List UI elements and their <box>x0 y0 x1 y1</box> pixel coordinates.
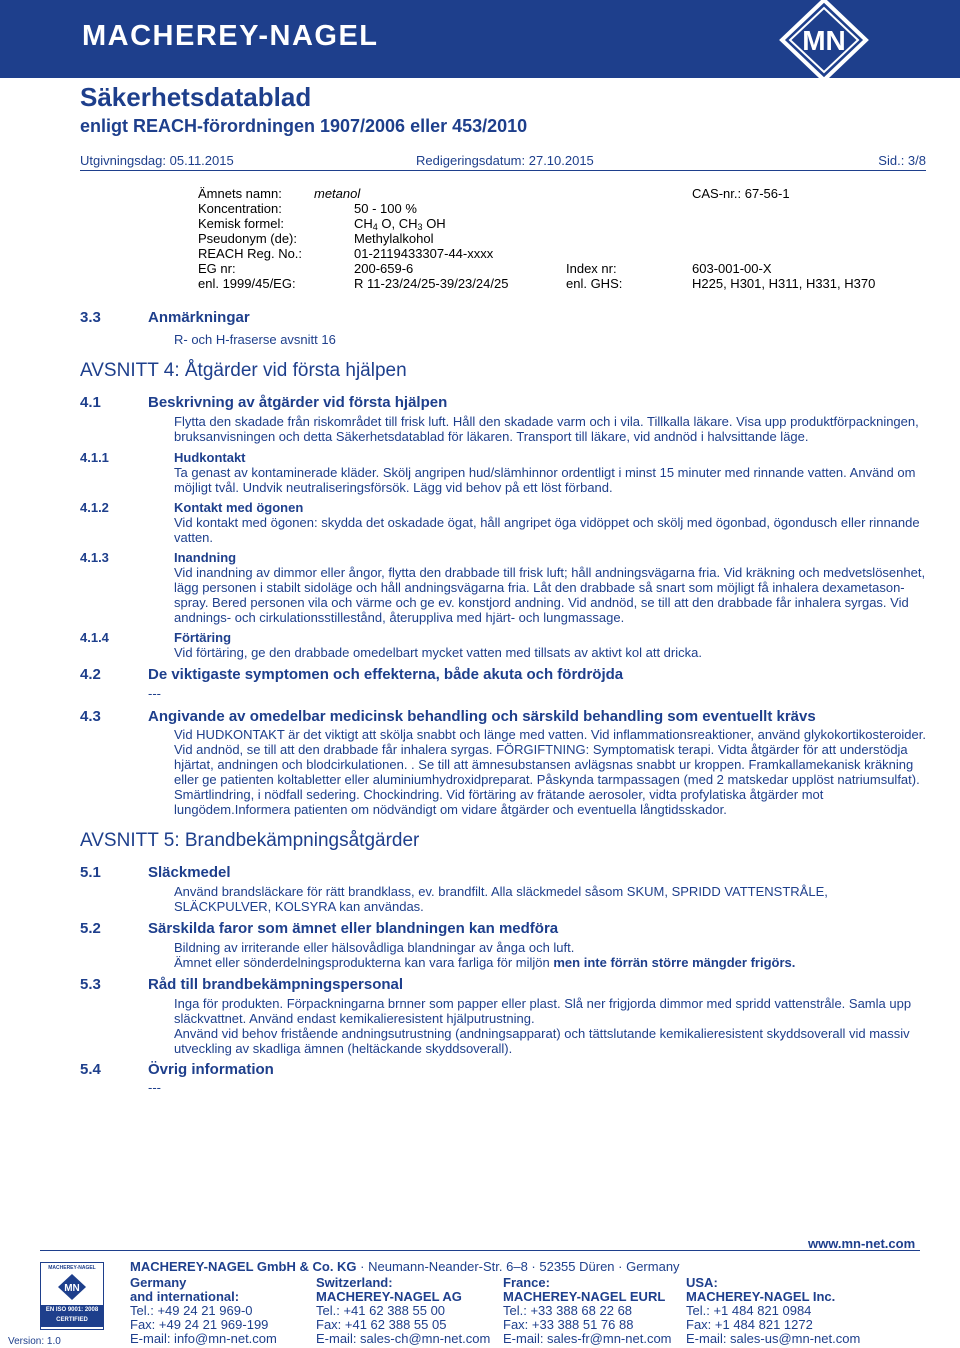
section-4-1-4-text: Vid förtäring, ge den drabbade omedelbart mycket vatten med tillsats av aktivt kol att dricka. <box>174 645 702 660</box>
footer-col4-2: Tel.: +1 484 821 0984 <box>686 1303 812 1318</box>
footer-col3-2: Tel.: +33 388 68 22 68 <box>503 1303 633 1318</box>
reach-label: REACH Reg. No.: <box>198 246 303 261</box>
header-banner <box>0 0 960 78</box>
footer-col1-0: Germany <box>130 1275 187 1290</box>
document-subtitle: enligt REACH-förordningen 1907/2006 eller 453/2010 <box>80 116 528 136</box>
section-4-1-number: 4.1 <box>80 394 101 411</box>
section-4-1-4-number: 4.1.4 <box>80 630 109 645</box>
section-4-heading: AVSNITT 4: Åtgärder vid första hjälpen <box>80 360 407 381</box>
concentration-label: Koncentration: <box>198 201 282 216</box>
ghs-value: H225, H301, H311, H331, H370 <box>692 276 876 291</box>
svg-text:MN: MN <box>64 1283 80 1294</box>
ghs-label: enl. GHS: <box>566 276 623 291</box>
section-3-3-number: 3.3 <box>80 309 101 326</box>
footer-col2-3: Fax: +41 62 388 55 05 <box>316 1317 447 1332</box>
section-3-3-title: Anmärkningar <box>148 309 250 326</box>
section-5-4-text: --- <box>148 1080 161 1095</box>
brand-name: MACHEREY-NAGEL <box>82 20 379 52</box>
footer-col3-4: E-mail: sales-fr@mn-net.com <box>503 1331 672 1346</box>
pseudonym-label: Pseudonym (de): <box>198 231 297 246</box>
mn-logo-icon <box>778 0 870 82</box>
footer-col2-1: MACHEREY-NAGEL AG <box>316 1289 462 1304</box>
section-4-1-title: Beskrivning av åtgärder vid första hjälpen <box>148 394 448 411</box>
section-3-3-text: R- och H-fraserse avsnitt 16 <box>174 332 336 347</box>
section-5-1-text: Använd brandsläckare för rätt brandklass, ev. brandfilt. Alla släckmedel såsom SKUM, SPRIDD VATTENSTRÅLE, SLÄCKPULVER, KOLSYRA kan användas. <box>174 884 828 914</box>
reach-value: 01-2119433307-44-xxxx <box>354 246 494 261</box>
formula-label: Kemisk formel: <box>198 216 284 231</box>
cert-mn-logo-icon <box>57 1273 87 1301</box>
formula-value: $CH_4$ O, $CH_3$ OH <box>354 216 446 232</box>
footer-col4-0: USA: <box>686 1275 718 1290</box>
section-4-1-3-title: Inandning <box>174 550 237 565</box>
section-5-1-number: 5.1 <box>80 864 101 881</box>
directive-label: enl. 1999/45/EG: <box>198 276 296 291</box>
section-4-1-4-title: Förtäring <box>174 630 232 645</box>
section-4-1-2-title: Kontakt med ögonen <box>174 500 304 515</box>
section-5-4-title: Övrig information <box>148 1061 274 1078</box>
section-5-2-line2: Ämnet eller sönderdelningsprodukterna kan vara farliga för miljön men inte förrän större mängder frigörs. <box>174 955 796 970</box>
section-4-1-2-text: Vid kontakt med ögonen: skydda det oskadade ögat, håll angripet öga vidöppet och skölj med ögonbad, ögondusch eller rinnande vatten. <box>174 515 920 545</box>
section-4-1-1-title: Hudkontakt <box>174 450 246 465</box>
section-5-4-number: 5.4 <box>80 1061 101 1078</box>
cas-number: CAS-nr.: 67-56-1 <box>692 186 790 201</box>
footer-col1-4: E-mail: info@mn-net.com <box>130 1331 277 1346</box>
iso-certificate <box>40 1262 104 1330</box>
section-5-3-text2: Använd vid behov fristående andningsutrustning (andningsapparat) och tättslutande kemikalieresistent skyddsoverall vid massiv utveckling av skadliga ämnen (heltäckande skyddsoverall). <box>174 1026 910 1056</box>
meta-line <box>80 151 926 171</box>
footer-company: MACHEREY-NAGEL GmbH & Co. KG · Neumann-Neander-Str. 6–8 · 52355 Düren · Germany <box>130 1259 680 1274</box>
section-5-2-title: Särskilda faror som ämnet eller blandningen kan medföra <box>148 920 559 937</box>
directive-value: R 11-23/24/25-39/23/24/25 <box>354 276 509 291</box>
cert-brand: MACHEREY-NAGEL <box>48 1265 96 1271</box>
cert-line1: EN ISO 9001: 2008 <box>45 1307 99 1313</box>
issue-date: Utgivningsdag: 05.11.2015 <box>80 153 234 168</box>
substance-name-value: metanol <box>314 186 361 201</box>
footer-col1-1: and international: <box>130 1289 240 1304</box>
footer-col2-4: E-mail: sales-ch@mn-net.com <box>316 1331 491 1346</box>
section-4-2-title: De viktigaste symptomen och effekterna, både akuta och fördröjda <box>148 666 624 683</box>
section-4-1-text: Flytta den skadade från riskområdet till frisk luft. Håll den skadade varm och i vila. Tillkalla läkare. Visa upp produktförpackningen, bruksanvisningen och detta Säkerhetsdatablad för läkaren. Transport till läkare, vid andnöd i halvsittande läge. <box>174 414 919 444</box>
eg-label: EG nr: <box>198 261 236 276</box>
footer-col4-3: Fax: +1 484 821 1272 <box>686 1317 813 1332</box>
footer-col4-1: MACHEREY-NAGEL Inc. <box>686 1289 836 1304</box>
section-4-2-number: 4.2 <box>80 666 101 683</box>
section-5-2-number: 5.2 <box>80 920 101 937</box>
footer-col2-2: Tel.: +41 62 388 55 00 <box>316 1303 446 1318</box>
footer-divider <box>40 1250 920 1251</box>
section-4-3-title: Angivande av omedelbar medicinsk behandling och särskild behandling som eventuellt krävs <box>148 708 816 725</box>
pseudonym-value: Methylalkohol <box>354 231 434 246</box>
section-5-3-title: Råd till brandbekämpningspersonal <box>148 976 404 993</box>
index-value: 603-001-00-X <box>692 261 772 276</box>
section-5-heading: AVSNITT 5: Brandbekämpningsåtgärder <box>80 830 420 851</box>
footer-col4-4: E-mail: sales-us@mn-net.com <box>686 1331 861 1346</box>
section-4-1-3-text: Vid inandning av dimmor eller ångor, flytta den drabbade till frisk luft; håll andningsvägarna fria. Vid kräkning och medvetslösenhet, lägg personen i stabilt sidoläge och håll andningsvägarna fria. Låt den drabbade så snart som möjligt få inhalera dexametason-spray. Bered personen vila och värme och ge ev. konstjord andning. Vid andnöd, se till att den drabbade får inhalera syrgas. Vid andnings- och cirkulationsstillestånd, återuppliva med hjärt- och lungmassage. <box>174 565 926 625</box>
revision-date: Redigeringsdatum: 27.10.2015 <box>416 153 594 168</box>
footer-col3-3: Fax: +33 388 51 76 88 <box>503 1317 634 1332</box>
footer-website: www.mn-net.com <box>808 1236 916 1251</box>
mn-logo-text: MN <box>802 25 846 56</box>
section-5-2-line1: Bildning av irriterande eller hälsovådliga blandningar av ånga och luft. <box>174 940 575 955</box>
concentration-value: 50 - 100 % <box>354 201 417 216</box>
section-4-1-2-number: 4.1.2 <box>80 500 109 515</box>
eg-value: 200-659-6 <box>354 261 414 276</box>
section-4-1-1-number: 4.1.1 <box>80 450 109 465</box>
document-title: Säkerhetsdatablad <box>80 82 312 112</box>
section-5-3-text1: Inga för produkten. Förpackningarna brnner som papper eller plast. Slå ner frigjorda dimmor med spridd vattenstråle. Samla upp släckvattnet. Använd endast kemikalieresistent hjälputrustning. <box>174 996 912 1026</box>
cert-line2: CERTIFIED <box>56 1317 88 1323</box>
section-4-3-text: Vid HUDKONTAKT är det viktigt att skölja snabbt och länge med vatten. Vid inflammationsreaktioner, använd glykokortikosteroider. Vid andnöd, se till att den drabbade får inhalera syrgas. FÖRGIFTNING: Symptomatisk terapi. Vidta åtgärder för att understödja hjärtat, andningen och blodcirkulationen. . Se till att ämnesubstansen avlägsnas snabbt ur kroppen. Framkallamekanisk kräkning eller ge patienten koltabletter eller aluminiumhydroxidpreparat. Påskynda tarmpassagen (med 2 matskedar upplöst natriumsulfat). Smärtlindring, i nödfall sedering. Chockindring. Vid förtäring av frätande aerosoler, vidta profylatiska åtgärder mot lungödem.Informera patienten om nödvändigt om vidare åtgärder och eventuella långtidsskador. <box>174 727 926 817</box>
footer-col2-0: Switzerland: <box>316 1275 393 1290</box>
substance-name-label: Ämnets namn: <box>198 186 282 201</box>
footer-col3-0: France: <box>503 1275 550 1290</box>
section-5-1-title: Släckmedel <box>148 864 231 881</box>
version-label: Version: 1.0 <box>8 1336 61 1347</box>
section-5-3-number: 5.3 <box>80 976 101 993</box>
section-4-2-text: --- <box>148 686 161 701</box>
footer-col3-1: MACHEREY-NAGEL EURL <box>503 1289 666 1304</box>
section-5-2-text <box>174 940 926 970</box>
index-label: Index nr: <box>566 261 617 276</box>
page-number: Sid.: 3/8 <box>878 153 926 168</box>
footer-col1-2: Tel.: +49 24 21 969-0 <box>130 1303 253 1318</box>
footer-col1-3: Fax: +49 24 21 969-199 <box>130 1317 269 1332</box>
section-4-3-number: 4.3 <box>80 708 101 725</box>
section-4-1-1-text: Ta genast av kontaminerade kläder. Skölj angripen hud/slämhinnor ordentligt i minst 15 minuter med rinnande vatten. Använd om möjligt tvål. Undvik neutraliseringsförsök. Lägg vid behov på ett löst förband. <box>174 465 916 495</box>
section-4-1-3-number: 4.1.3 <box>80 550 109 565</box>
